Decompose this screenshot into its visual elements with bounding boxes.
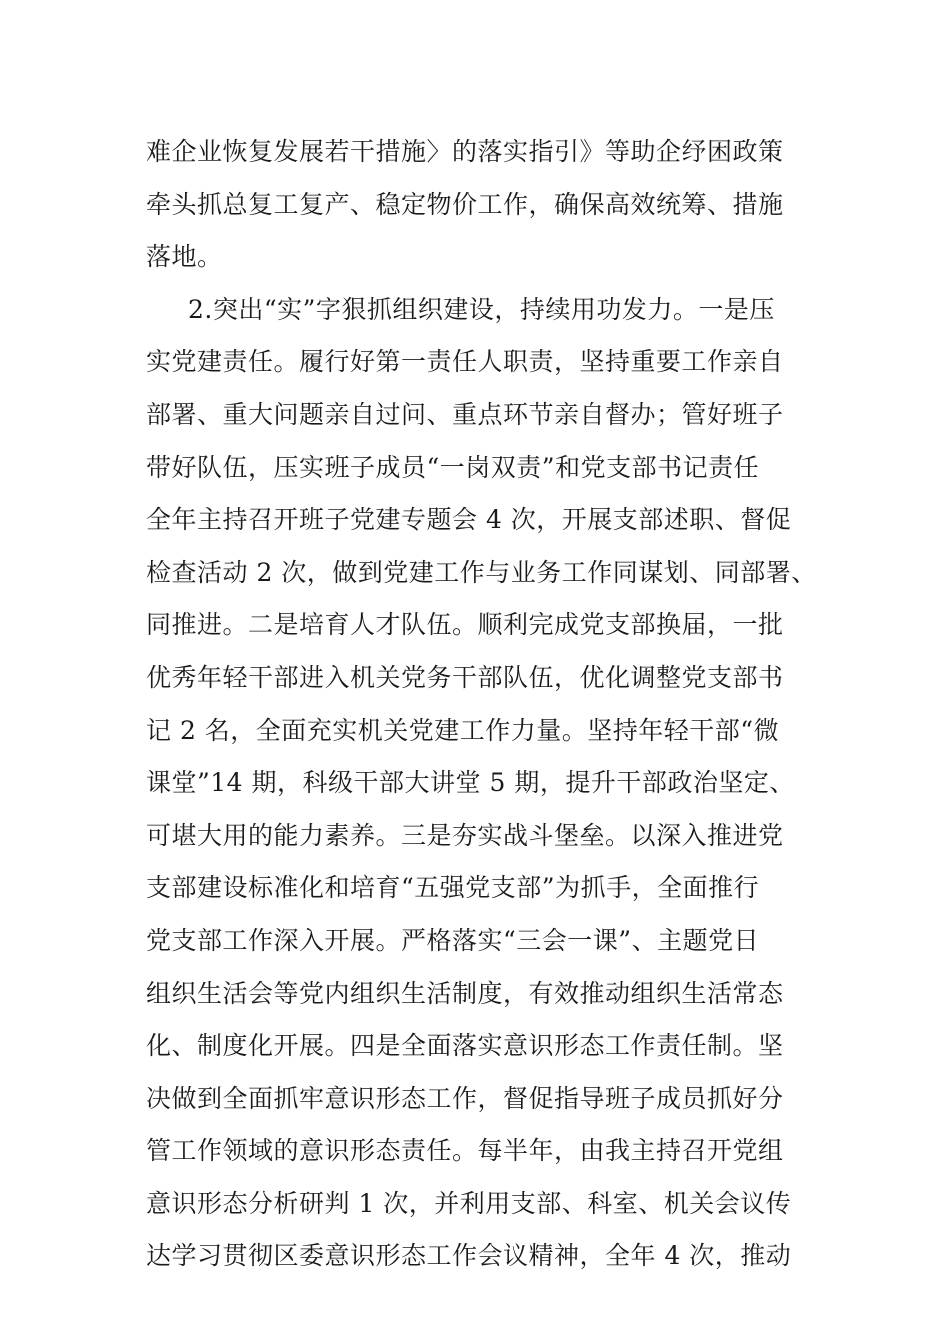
body-text — [146, 126, 826, 1283]
text-line: 带好队伍，压实班子成员“一岗双责”和党支部书记责任 — [146, 452, 760, 482]
text-line: 可堪大用的能力素养。三是夯实战斗堡垒。以深入推进党 — [146, 820, 784, 850]
text-line: 党支部工作深入开展。严格落实“三会一课”、主题党日 — [146, 925, 760, 955]
text-line: 决做到全面抓牢意识形态工作，督促指导班子成员抓好分 — [146, 1083, 784, 1113]
text-line: 组织生活会等党内组织生活制度，有效推动组织生活常态 — [146, 978, 784, 1008]
text-line: 意识形态分析研判 1 次，并利用支部、科室、机关会议传 — [146, 1188, 792, 1218]
section-heading-line: 2.突出“实”字狠抓组织建设，持续用功发力。一是压 — [188, 294, 775, 324]
text-line: 管工作领域的意识形态责任。每半年，由我主持召开党组 — [146, 1136, 784, 1166]
text-line: 优秀年轻干部进入机关党务干部队伍，优化调整党支部书 — [146, 662, 784, 692]
text-line: 难企业恢复发展若干措施〉的落实指引》等助企纾困政策 — [146, 137, 784, 166]
text-line: 化、制度化开展。四是全面落实意识形态工作责任制。坚 — [146, 1031, 784, 1061]
text-line: 支部建设标准化和培育“五强党支部”为抓手，全面推行 — [146, 873, 760, 903]
text-line: 实党建责任。履行好第一责任人职责，坚持重要工作亲自 — [146, 347, 784, 377]
text-line: 检查活动 2 次，做到党建工作与业务工作同谋划、同部署、 — [146, 557, 817, 587]
text-line: 记 2 名，全面充实机关党建工作力量。坚持年轻干部“微 — [146, 715, 780, 745]
text-line: 同推进。二是培育人才队伍。顺利完成党支部换届，一批 — [146, 610, 784, 640]
text-line: 达学习贯彻区委意识形态工作会议精神，全年 4 次，推动 — [146, 1241, 792, 1271]
text-line: 课堂”14 期，科级干部大讲堂 5 期，提升干部政治坚定、 — [146, 768, 795, 798]
text-line: 全年主持召开班子党建专题会 4 次，开展支部述职、督促 — [146, 505, 792, 535]
text-line: 部署、重大问题亲自过问、重点环节亲自督办；管好班子 — [146, 399, 784, 429]
text-line: 牵头抓总复工复产、稳定物价工作，确保高效统筹、措施 — [146, 189, 784, 219]
text-line: 落地。 — [146, 242, 223, 272]
